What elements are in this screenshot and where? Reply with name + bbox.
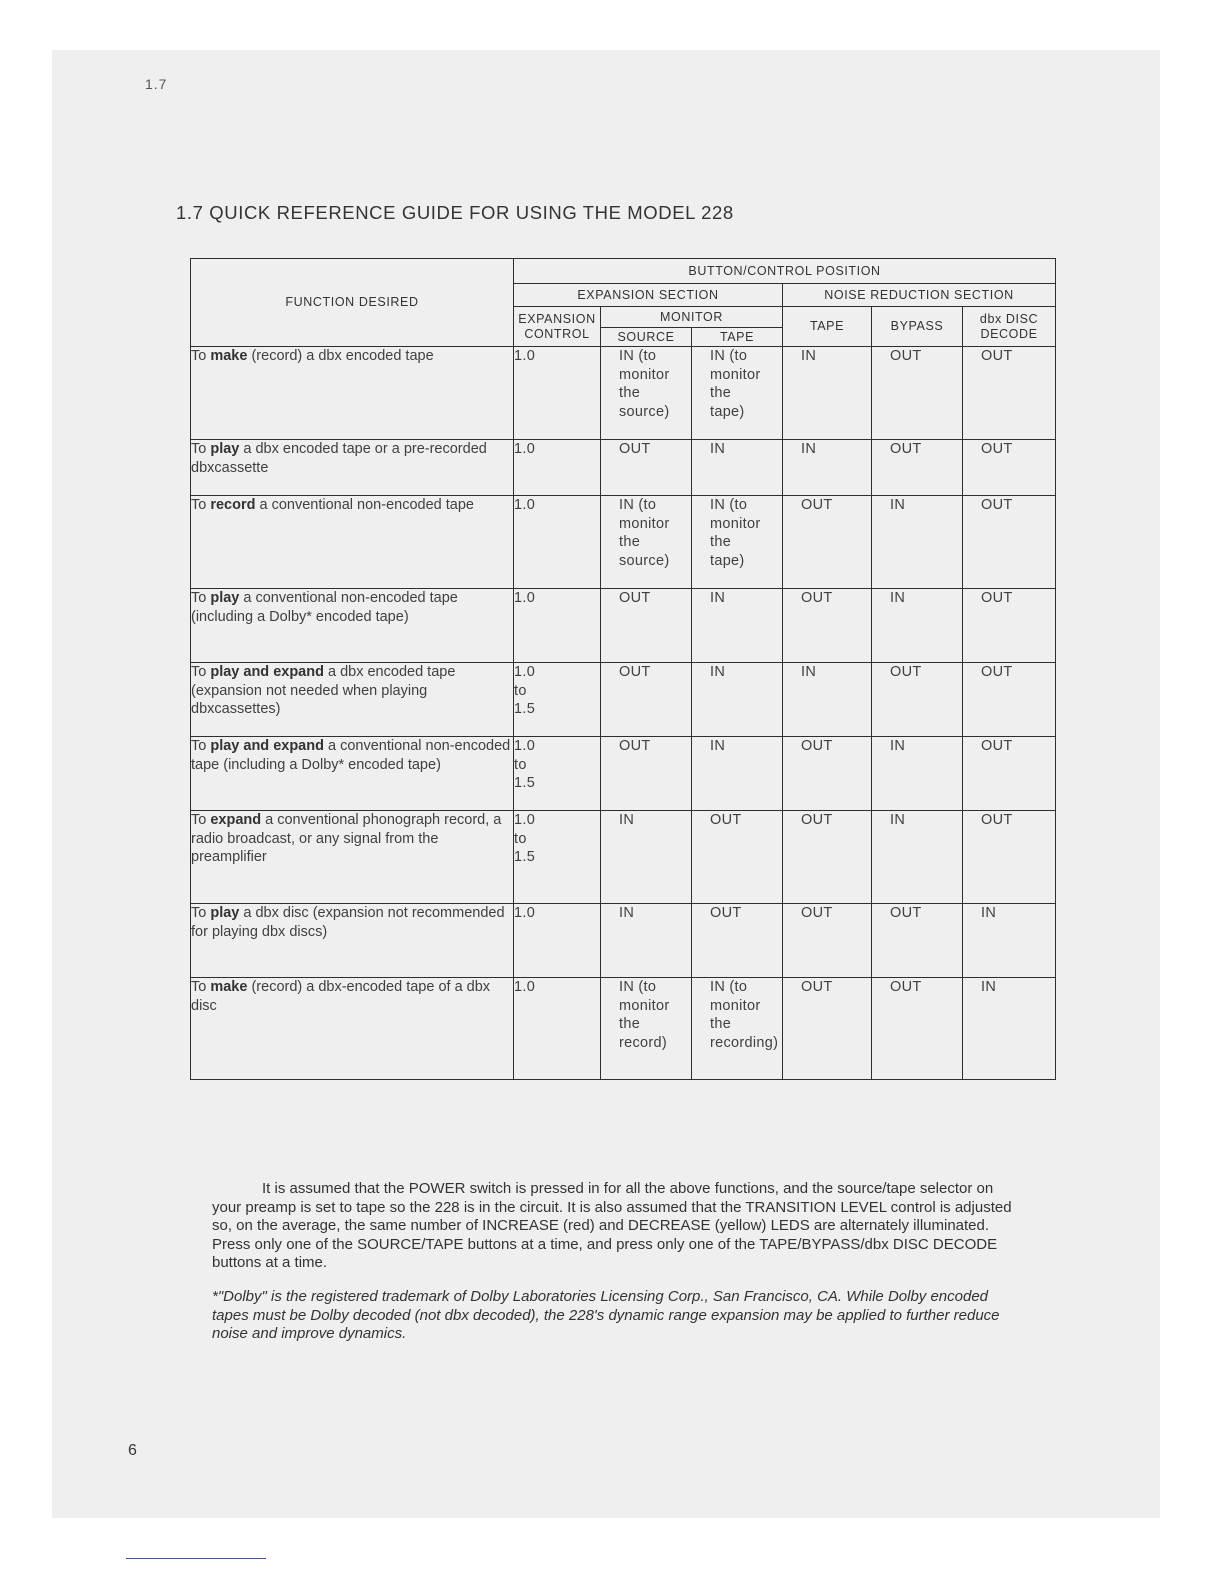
- bypass-cell: IN: [872, 811, 963, 904]
- function-cell: To play a dbx encoded tape or a pre-recorded dbxcassette: [191, 440, 514, 496]
- monitor-source-cell: OUT: [601, 589, 692, 663]
- footer-rule: [126, 1558, 266, 1559]
- header-expansion-control: EXPANSION CONTROL: [514, 307, 601, 347]
- expansion-control-cell: 1.0 to 1.5: [514, 811, 601, 904]
- dbx-disc-decode-cell: IN: [963, 978, 1056, 1080]
- expansion-control-cell: 1.0: [514, 440, 601, 496]
- table-row: [191, 904, 1056, 978]
- monitor-source-cell: IN (to monitor the source): [601, 496, 692, 589]
- function-cell: To play and expand a dbx encoded tape (expansion not needed when playing dbxcassettes): [191, 663, 514, 737]
- function-cell: To play and expand a conventional non-encoded tape (including a Dolby* encoded tape): [191, 737, 514, 811]
- usage-note: [212, 1180, 1012, 1273]
- expansion-control-cell: 1.0: [514, 347, 601, 440]
- tape-cell: OUT: [783, 811, 872, 904]
- dbx-disc-decode-cell: OUT: [963, 440, 1056, 496]
- page-title: 1.7 QUICK REFERENCE GUIDE FOR USING THE MODEL 228: [176, 202, 734, 223]
- header-expansion-section: EXPANSION SECTION: [514, 284, 783, 307]
- monitor-source-cell: IN (to monitor the record): [601, 978, 692, 1080]
- tape-cell: IN: [783, 440, 872, 496]
- dbx-disc-decode-cell: OUT: [963, 737, 1056, 811]
- dbx-disc-decode-cell: OUT: [963, 496, 1056, 589]
- monitor-source-cell: OUT: [601, 440, 692, 496]
- dbx-disc-decode-cell: OUT: [963, 663, 1056, 737]
- monitor-source-cell: OUT: [601, 737, 692, 811]
- function-cell: To make (record) a dbx-encoded tape of a dbx disc: [191, 978, 514, 1080]
- bypass-cell: OUT: [872, 440, 963, 496]
- bypass-cell: OUT: [872, 904, 963, 978]
- tape-cell: IN: [783, 347, 872, 440]
- header-noise-reduction-section: NOISE REDUCTION SECTION: [783, 284, 1056, 307]
- header-tape: TAPE: [783, 307, 872, 347]
- bypass-cell: IN: [872, 496, 963, 589]
- function-cell: To make (record) a dbx encoded tape: [191, 347, 514, 440]
- monitor-tape-cell: IN: [692, 589, 783, 663]
- monitor-tape-cell: OUT: [692, 811, 783, 904]
- dbx-disc-decode-cell: OUT: [963, 589, 1056, 663]
- monitor-source-cell: IN: [601, 811, 692, 904]
- table-row: [191, 589, 1056, 663]
- monitor-source-cell: OUT: [601, 663, 692, 737]
- table-row: [191, 440, 1056, 496]
- header-button-control-position: BUTTON/CONTROL POSITION: [514, 259, 1056, 284]
- tape-cell: OUT: [783, 496, 872, 589]
- bypass-cell: OUT: [872, 978, 963, 1080]
- table-row: [191, 737, 1056, 811]
- expansion-control-cell: 1.0: [514, 496, 601, 589]
- bypass-cell: IN: [872, 737, 963, 811]
- page-number: 6: [128, 1442, 137, 1459]
- function-cell: To expand a conventional phonograph record, a radio broadcast, or any signal from the preamplifier: [191, 811, 514, 904]
- header-bypass: BYPASS: [872, 307, 963, 347]
- tape-cell: OUT: [783, 978, 872, 1080]
- header-source: SOURCE: [601, 328, 692, 347]
- expansion-control-cell: 1.0 to 1.5: [514, 737, 601, 811]
- bypass-cell: IN: [872, 589, 963, 663]
- quick-reference-table: [190, 258, 1056, 1080]
- monitor-tape-cell: IN (to monitor the recording): [692, 978, 783, 1080]
- expansion-control-cell: 1.0: [514, 904, 601, 978]
- header-function-desired: FUNCTION DESIRED: [191, 259, 514, 347]
- monitor-source-cell: IN (to monitor the source): [601, 347, 692, 440]
- usage-note-text: It is assumed that the POWER switch is pressed in for all the above functions, and the source/tape selector on your preamp is set to tape so the 228 is in the circuit. It is also assumed that the TRANSITION LEVEL control is adjusted so, on the average, the same number of INCREASE (red) and DECREASE (yellow) LEDS are alternately illuminated. Press only one of the SOURCE/TAPE buttons at a time, and press only one of the TAPE/BYPASS/dbx DISC DECODE buttons at a time.: [212, 1180, 1012, 1272]
- tape-cell: OUT: [783, 904, 872, 978]
- table-body: [191, 347, 1056, 1080]
- header-monitor: MONITOR: [601, 307, 783, 328]
- monitor-tape-cell: IN: [692, 663, 783, 737]
- monitor-tape-cell: IN (to monitor the tape): [692, 496, 783, 589]
- dolby-footnote: *"Dolby" is the registered trademark of Dolby Laboratories Licensing Corp., San Francisco, CA. While Dolby encoded tapes must be Dolby decoded (not dbx decoded), the 228's dynamic range expansion may be applied to further reduce noise and improve dynamics.: [212, 1288, 1000, 1343]
- table-row: [191, 496, 1056, 589]
- monitor-tape-cell: OUT: [692, 904, 783, 978]
- header-monitor-tape: TAPE: [692, 328, 783, 347]
- bypass-cell: OUT: [872, 347, 963, 440]
- dbx-disc-decode-cell: OUT: [963, 811, 1056, 904]
- table-row: [191, 978, 1056, 1080]
- function-cell: To record a conventional non-encoded tape: [191, 496, 514, 589]
- expansion-control-cell: 1.0: [514, 978, 601, 1080]
- dbx-disc-decode-cell: IN: [963, 904, 1056, 978]
- function-cell: To play a conventional non-encoded tape (including a Dolby* encoded tape): [191, 589, 514, 663]
- table-row: [191, 347, 1056, 440]
- section-number: 1.7: [145, 76, 168, 92]
- monitor-source-cell: IN: [601, 904, 692, 978]
- expansion-control-cell: 1.0 to 1.5: [514, 663, 601, 737]
- tape-cell: IN: [783, 663, 872, 737]
- tape-cell: OUT: [783, 737, 872, 811]
- dbx-disc-decode-cell: OUT: [963, 347, 1056, 440]
- expansion-control-cell: 1.0: [514, 589, 601, 663]
- table-row: [191, 811, 1056, 904]
- table-row: [191, 663, 1056, 737]
- header-dbx-disc-decode: dbx DISC DECODE: [963, 307, 1056, 347]
- monitor-tape-cell: IN (to monitor the tape): [692, 347, 783, 440]
- bypass-cell: OUT: [872, 663, 963, 737]
- function-cell: To play a dbx disc (expansion not recommended for playing dbx discs): [191, 904, 514, 978]
- monitor-tape-cell: IN: [692, 737, 783, 811]
- tape-cell: OUT: [783, 589, 872, 663]
- monitor-tape-cell: IN: [692, 440, 783, 496]
